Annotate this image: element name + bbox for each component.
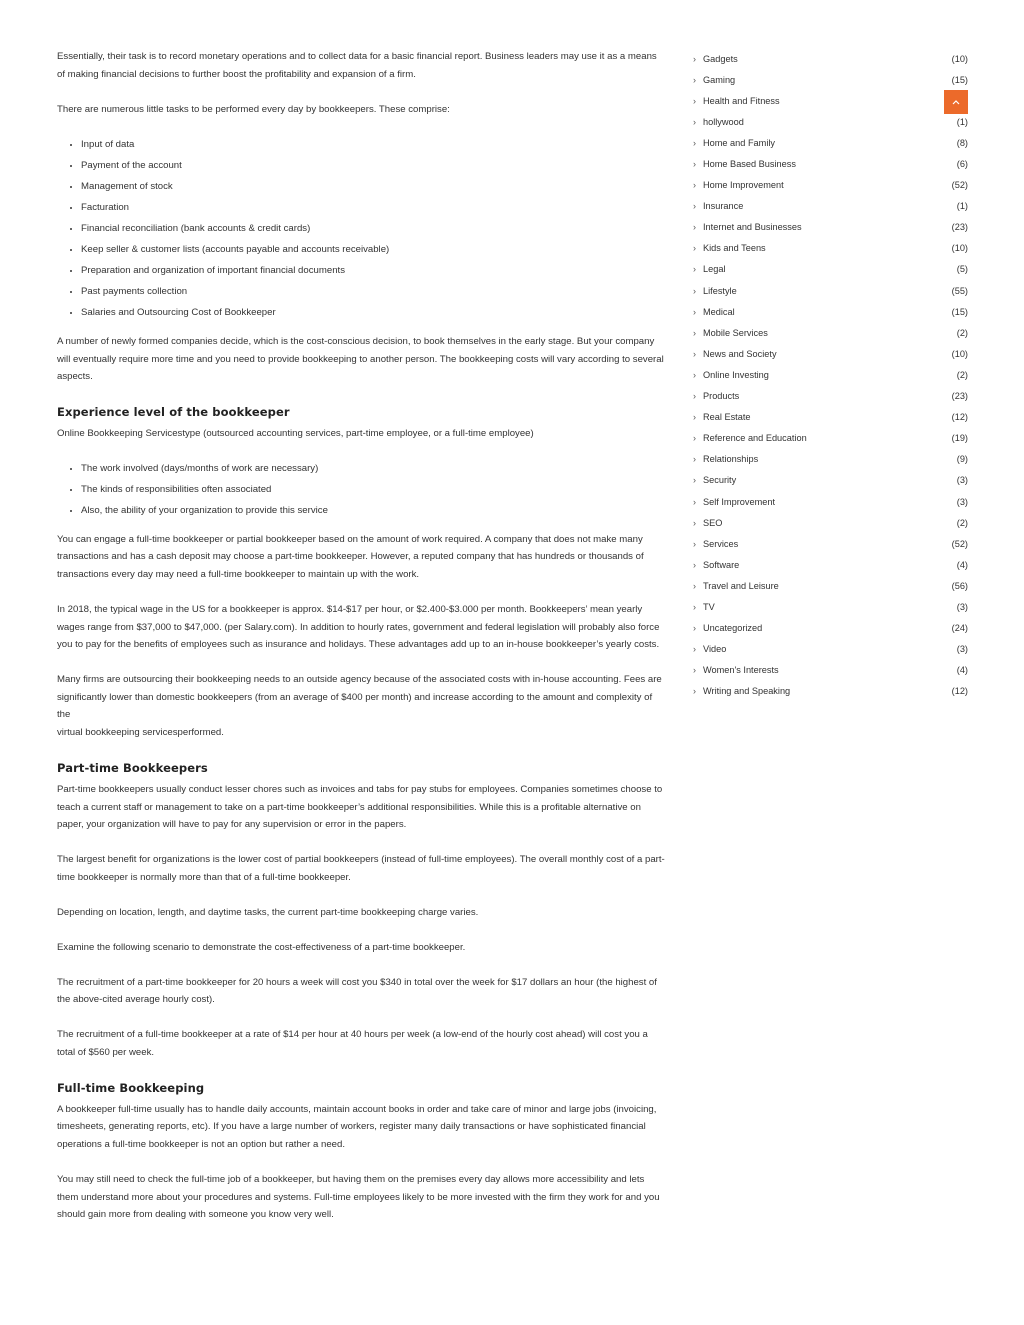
chevron-right-icon: ›: [693, 686, 696, 697]
category-item[interactable]: [693, 449, 968, 470]
section-heading-experience: Experience level of the bookkeeper: [57, 405, 290, 420]
category-count: (4): [956, 559, 968, 570]
article-body: [57, 48, 667, 1241]
list-item: • Financial reconciliation (bank accounts & credit cards): [81, 220, 667, 238]
category-link[interactable]: [693, 581, 779, 591]
category-item[interactable]: [693, 259, 968, 280]
chevron-right-icon: ›: [693, 116, 696, 127]
category-link[interactable]: [693, 349, 777, 359]
category-item[interactable]: [693, 364, 968, 385]
article-paragraph: A number of newly formed companies decide, which is the cost-conscious decision, to book themselves in the early stage. But your company will eventually require more time and you need to provide bookkeeping to another person. The bookkeeping costs will vary according to several aspects.: [57, 335, 664, 383]
category-item[interactable]: [693, 280, 968, 301]
category-label: Services: [703, 538, 739, 549]
category-count: (4): [956, 665, 968, 676]
article-paragraph: Depending on location, length, and daytime tasks, the current part-time bookkeeping charge varies.: [57, 906, 479, 918]
category-link[interactable]: [693, 243, 766, 253]
category-label: Products: [703, 391, 740, 402]
article-paragraph: You may still need to check the full-time job of a bookkeeper, but having them on the premises every day allows more accessibility and lets them understand more about your procedures and systems. Full-time employees likely to be more invested with the firm they work for and you should gain more from dealing with someone you know very well.: [57, 1174, 660, 1221]
category-item[interactable]: [693, 48, 968, 69]
chevron-right-icon: ›: [693, 601, 696, 612]
category-item[interactable]: [693, 491, 968, 512]
section-heading-full-time: Full-time Bookkeeping: [57, 1080, 205, 1095]
category-item[interactable]: [693, 639, 968, 660]
article-paragraph: The largest benefit for organizations is the lower cost of partial bookkeepers (instead of full-time employees). The overall monthly cost of a part-time bookkeeper is normally more than that of a full-time bookkeeper.: [57, 854, 665, 883]
category-item[interactable]: [693, 386, 968, 407]
category-count: (9): [956, 454, 968, 465]
list-item: • The kinds of responsibilities often associated: [81, 481, 667, 499]
list-item: • The work involved (days/months of work are necessary): [81, 460, 667, 478]
category-count: (10): [951, 243, 968, 254]
category-link[interactable]: [693, 307, 735, 317]
list-item: • Input of data: [81, 136, 667, 154]
article-paragraph: Online Bookkeeping Servicestype (outsourced accounting services, part-time employee, or a full-time employee): [57, 428, 534, 440]
category-item[interactable]: [693, 660, 968, 681]
article-paragraph: A bookkeeper full-time usually has to handle daily accounts, maintain account books in order and take care of minor and large jobs (invoicing, timesheets, generating reports, etc). If you have a large number of workers, register many daily transactions or have sophisticated financial operations a full-time bookkeeper is not an option but rather a need.: [57, 1103, 657, 1151]
chevron-right-icon: ›: [693, 517, 696, 528]
category-count: (2): [956, 517, 968, 528]
category-label: Travel and Leisure: [703, 580, 779, 591]
article-paragraph: The recruitment of a full-time bookkeeper at a rate of $14 per hour at 40 hours per week (a low-end of the hourly cost ahead) will cost you a total of $560 per week.: [57, 1029, 648, 1058]
chevron-right-icon: ›: [693, 665, 696, 676]
category-item[interactable]: [693, 238, 968, 259]
chevron-right-icon: ›: [693, 391, 696, 402]
category-count: (8): [956, 137, 968, 148]
category-label: Lifestyle: [703, 285, 737, 296]
category-item[interactable]: [693, 175, 968, 196]
category-link[interactable]: [693, 475, 736, 485]
category-label: Video: [703, 644, 727, 655]
chevron-right-icon: ›: [693, 454, 696, 465]
list-item: • Management of stock: [81, 178, 667, 196]
list-item: • Salaries and Outsourcing Cost of Bookkeeper: [81, 304, 667, 322]
category-label: Medical: [703, 306, 735, 317]
category-count: (15): [951, 74, 968, 85]
chevron-right-icon: ›: [693, 264, 696, 275]
category-label: Insurance: [703, 201, 744, 212]
category-item[interactable]: [693, 575, 968, 596]
article-paragraph: There are numerous little tasks to be performed every day by bookkeepers. These comprise:: [57, 103, 450, 115]
category-item[interactable]: [693, 69, 968, 90]
factors-list: [57, 460, 667, 520]
category-label: Home Improvement: [703, 180, 784, 191]
category-count: (55): [951, 285, 968, 296]
category-item[interactable]: [693, 533, 968, 554]
category-link[interactable]: [693, 539, 738, 549]
category-link[interactable]: [693, 518, 722, 528]
category-link[interactable]: [693, 412, 751, 422]
chevron-right-icon: ›: [693, 306, 696, 317]
chevron-right-icon: ›: [693, 433, 696, 444]
category-link[interactable]: [693, 54, 738, 64]
category-item[interactable]: [693, 618, 968, 639]
chevron-right-icon: ›: [693, 285, 696, 296]
category-item[interactable]: [693, 90, 968, 111]
category-item[interactable]: [693, 596, 968, 617]
categories-sidebar: [693, 48, 968, 702]
category-item[interactable]: [693, 343, 968, 364]
article-text: Many firms are outsourcing their bookkeeping needs to an outside agency because of the associated costs with in-house accounting. Fees are significantly lower than domestic bookkeepers (from an average of $400 per month) and increase according to the amount and complexity of the: [57, 674, 662, 721]
category-label: News and Society: [703, 348, 777, 359]
list-item: • Payment of the account: [81, 157, 667, 175]
tasks-list: [57, 136, 667, 322]
chevron-right-icon: ›: [693, 348, 696, 359]
category-link[interactable]: [693, 686, 790, 696]
category-link[interactable]: [693, 75, 735, 85]
article-paragraph: In 2018, the typical wage in the US for a bookkeeper is approx. $14-$17 per hour, or $2.400-$3.000 per month. Bookkeepers’ mean yearly wages range from $37,000 to $47,000. (per Salary.com). In addition to hourly rates, government and federal legislation will probably also force you to pay for the benefits of employees such as insurance and holidays. These advantages add up to an in-house bookkeeper’s yearly costs.: [57, 604, 660, 651]
category-link[interactable]: [693, 560, 739, 570]
list-item: • Keep seller & customer lists (accounts payable and accounts receivable): [81, 241, 667, 259]
category-label: TV: [703, 601, 715, 612]
category-link[interactable]: [693, 222, 802, 232]
category-link[interactable]: [693, 497, 775, 507]
category-item[interactable]: [693, 512, 968, 533]
category-link[interactable]: [693, 665, 779, 675]
category-count: (3): [956, 496, 968, 507]
chevron-right-icon: ›: [693, 538, 696, 549]
category-item[interactable]: [693, 681, 968, 702]
list-item: • Facturation: [81, 199, 667, 217]
chevron-right-icon: ›: [693, 222, 696, 233]
category-count: (52): [951, 180, 968, 191]
category-count: (1): [956, 201, 968, 212]
category-link[interactable]: [693, 454, 758, 464]
category-link[interactable]: [693, 159, 796, 169]
category-item[interactable]: [693, 132, 968, 153]
list-item: • Preparation and organization of important financial documents: [81, 262, 667, 280]
category-count: (19): [951, 433, 968, 444]
category-link[interactable]: [693, 286, 737, 296]
article-paragraph: Part-time bookkeepers usually conduct lesser chores such as invoices and tabs for pay stubs for employees. Companies sometimes choose to teach a current staff or management to take on a part-time bookkeeper’s additional responsibilities. While this is a profitable alternative on paper, your organization will have to pay for any supervision or error in the papers.: [57, 783, 663, 831]
chevron-right-icon: ›: [693, 369, 696, 380]
category-count: (6): [956, 159, 968, 170]
category-count: (15): [951, 306, 968, 317]
category-item[interactable]: [693, 217, 968, 238]
chevron-right-icon: ›: [693, 201, 696, 212]
category-count: (23): [951, 391, 968, 402]
category-item[interactable]: [693, 407, 968, 428]
category-item[interactable]: [693, 428, 968, 449]
category-count: (2): [956, 369, 968, 380]
category-count: (2): [956, 327, 968, 338]
category-link[interactable]: [693, 328, 768, 338]
chevron-right-icon: ›: [693, 243, 696, 254]
category-link[interactable]: [693, 433, 807, 443]
category-label: Women's Interests: [703, 665, 779, 676]
category-link[interactable]: [693, 201, 743, 211]
category-label: Home Based Business: [703, 159, 796, 170]
article-paragraph: Examine the following scenario to demonstrate the cost-effectiveness of a part-time bookkeeper.: [57, 941, 466, 953]
article-paragraph: Essentially, their task is to record monetary operations and to collect data for a basic financial report. Business leaders may use it as a means of making financial decisions to further boost the profitability and expansion of a firm.: [57, 51, 657, 80]
category-label: SEO: [703, 517, 723, 528]
category-label: Real Estate: [703, 412, 751, 423]
category-link[interactable]: [693, 180, 784, 190]
list-item: • Also, the ability of your organization to provide this service: [81, 502, 667, 520]
category-link[interactable]: [693, 602, 715, 612]
chevron-right-icon: ›: [693, 559, 696, 570]
category-label: Kids and Teens: [703, 243, 766, 254]
category-count: (12): [951, 412, 968, 423]
category-item[interactable]: [693, 111, 968, 132]
category-label: Self Improvement: [703, 496, 775, 507]
category-item[interactable]: [693, 153, 968, 174]
category-count: (24): [951, 623, 968, 634]
category-link[interactable]: [693, 264, 725, 274]
chevron-right-icon: ›: [693, 496, 696, 507]
category-count: (10): [951, 348, 968, 359]
article-text: virtual bookkeeping servicesperformed.: [57, 726, 224, 738]
category-label: Relationships: [703, 454, 759, 465]
article-paragraph: The recruitment of a part-time bookkeeper for 20 hours a week will cost you $340 in total over the week for $17 dollars an hour (the highest of the above-cited average hourly cost).: [57, 976, 657, 1006]
category-link[interactable]: [693, 117, 744, 127]
category-label: Gadgets: [703, 53, 738, 64]
category-item[interactable]: [693, 301, 968, 322]
category-label: hollywood: [703, 116, 744, 127]
category-count: (3): [956, 644, 968, 655]
category-link[interactable]: [693, 644, 726, 654]
category-item[interactable]: [693, 322, 968, 343]
category-link[interactable]: [693, 391, 739, 401]
chevron-right-icon: ›: [693, 95, 696, 106]
category-count: (5): [956, 264, 968, 275]
chevron-right-icon: ›: [693, 623, 696, 634]
category-label: Legal: [703, 264, 726, 275]
category-item[interactable]: [693, 470, 968, 491]
category-label: Home and Family: [703, 137, 775, 148]
category-label: Writing and Speaking: [703, 686, 791, 697]
category-count: (56): [951, 580, 968, 591]
category-link[interactable]: [693, 138, 775, 148]
category-item[interactable]: [693, 196, 968, 217]
category-label: Uncategorized: [703, 623, 763, 634]
category-link[interactable]: [693, 623, 762, 633]
category-label: Health and Fitness: [703, 95, 780, 106]
category-count: (10): [951, 53, 968, 64]
category-item[interactable]: [693, 554, 968, 575]
category-count: (52): [951, 538, 968, 549]
category-label: Online Investing: [703, 369, 769, 380]
category-label: Software: [703, 559, 740, 570]
chevron-right-icon: ›: [693, 475, 696, 486]
chevron-right-icon: ›: [693, 53, 696, 64]
category-link[interactable]: [693, 96, 780, 106]
chevron-right-icon: ›: [693, 74, 696, 85]
chevron-right-icon: ›: [693, 644, 696, 655]
chevron-right-icon: ›: [693, 580, 696, 591]
category-link[interactable]: [693, 370, 769, 380]
scroll-to-top-button[interactable]: [944, 90, 968, 114]
category-label: Mobile Services: [703, 327, 768, 338]
article-paragraph: [57, 671, 667, 741]
category-count: (12): [951, 686, 968, 697]
chevron-right-icon: ›: [693, 159, 696, 170]
article-paragraph: You can engage a full-time bookkeeper or partial bookkeeper based on the amount of work required. A company that does not make many transactions and has a cash deposit may choose a part-time bookkeeper. However, a reputed company that has hundreds or thousands of transactions every day may need a full-time bookkeeper to maintain up with the work.: [57, 533, 644, 581]
category-count: (23): [951, 222, 968, 233]
category-count: (1): [956, 116, 968, 127]
list-item: • Past payments collection: [81, 283, 667, 301]
category-label: Security: [703, 475, 737, 486]
chevron-right-icon: ›: [693, 327, 696, 338]
category-count: (3): [956, 601, 968, 612]
chevron-right-icon: ›: [693, 412, 696, 423]
chevron-up-icon: [952, 99, 960, 105]
category-count: (3): [956, 475, 968, 486]
chevron-right-icon: ›: [693, 137, 696, 148]
category-label: Internet and Businesses: [703, 222, 802, 233]
chevron-right-icon: ›: [693, 180, 696, 191]
category-label: Gaming: [703, 74, 736, 85]
section-heading-part-time: Part-time Bookkeepers: [57, 760, 208, 775]
category-label: Reference and Education: [703, 433, 807, 444]
